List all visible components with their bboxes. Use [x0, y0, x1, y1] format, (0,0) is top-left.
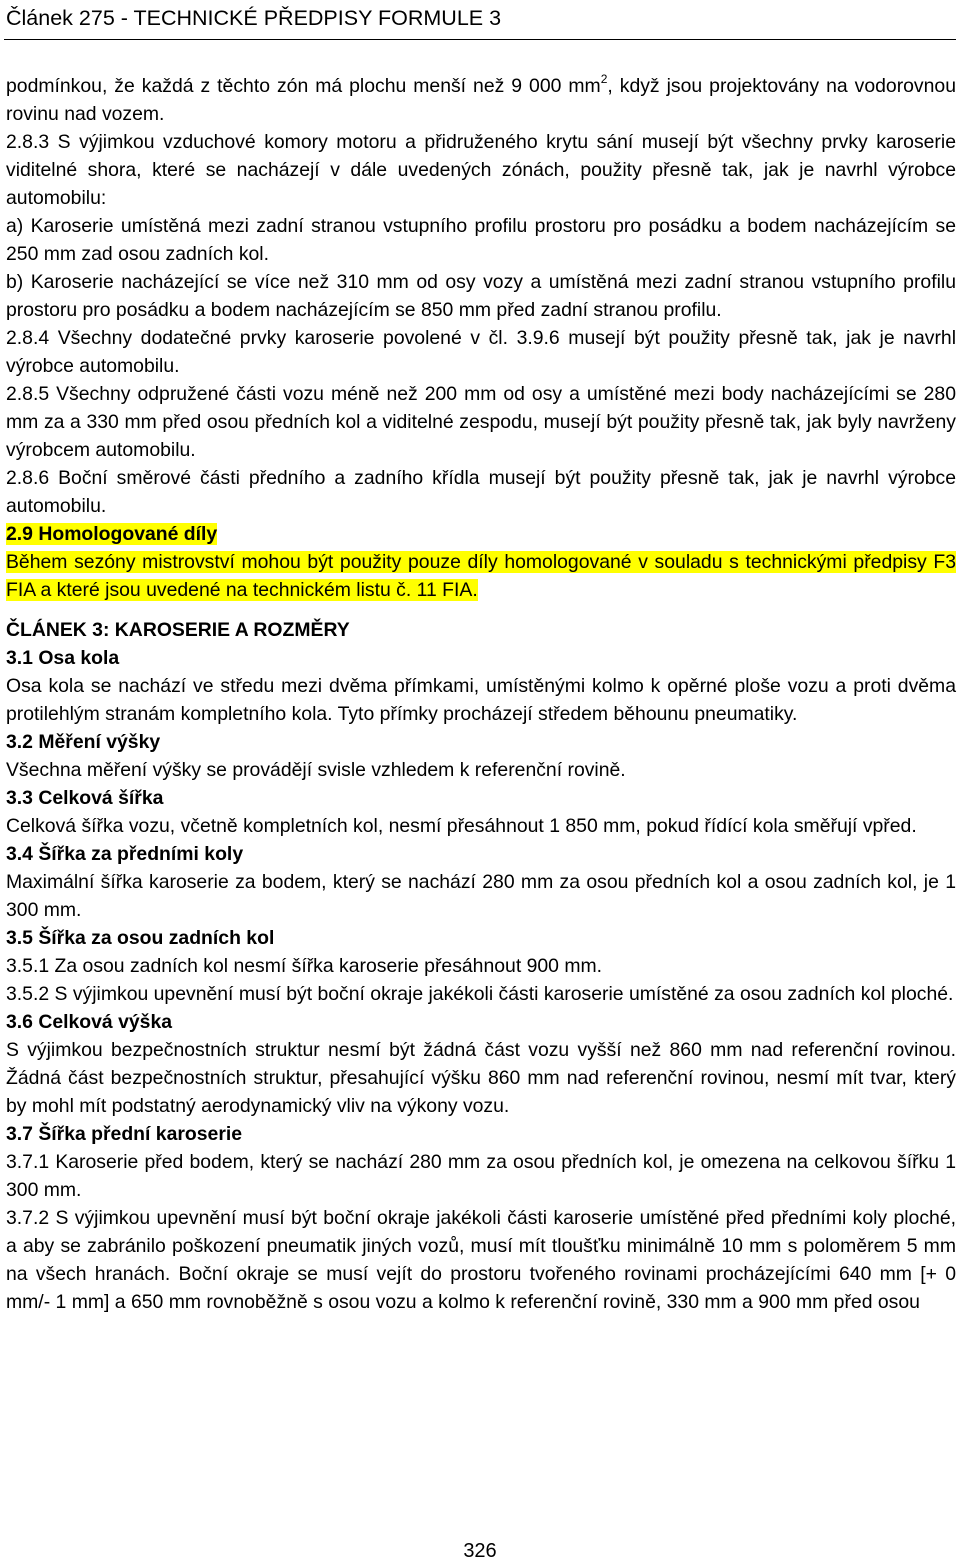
paragraph-text: podmínkou, že každá z těchto zón má plochu menší než 9 000 mm [6, 75, 601, 97]
document-body [6, 72, 956, 1316]
paragraph-2-8-6: 2.8.6 Boční směrové části předního a zadního křídla musejí být použity přesně tak, jak je navrhl výrobce automobilu. [6, 467, 956, 517]
paragraph-3-6: S výjimkou bezpečnostních struktur nesmí být žádná část vozu vyšší než 860 mm nad referenční rovinou. Žádná část bezpečnostních struktur, přesahující výšku 860 mm nad referenční rovinou, nesmí mít tvar, který by mohl mít podstatný aerodynamický vliv na výkony vozu. [6, 1039, 956, 1117]
paragraph-zone-condition [6, 72, 956, 128]
heading-3-1: 3.1 Osa kola [6, 647, 120, 669]
paragraph-3-1: Osa kola se nachází ve středu mezi dvěma přímkami, umístěnými kolmo k opěrné ploše vozu a proti dvěma protilehlým stranám kompletního kola. Tyto přímky procházejí středem běhounu pneumatiky. [6, 675, 956, 725]
paragraph-3-2: Všechna měření výšky se provádějí svisle vzhledem k referenční rovině. [6, 759, 626, 781]
article-3-heading: ČLÁNEK 3: KAROSERIE A ROZMĚRY [6, 619, 350, 641]
page-number: 326 [463, 1540, 497, 1562]
heading-2-9-wrapper [6, 520, 956, 548]
superscript-exponent: 2 [600, 72, 608, 86]
paragraph-item-b: b) Karoserie nacházející se více než 310 mm od osy vozy a umístěná mezi zadní stranou vstupního profilu prostoru pro posádku a bodem nacházejícím se 850 mm před zadní stranou profilu. [6, 271, 956, 321]
paragraph-2-9-highlighted: Během sezóny mistrovství mohou být použity pouze díly homologované v souladu s technickými předpisy F3 FIA a které jsou uvedené na technickém listu č. 11 FIA. [6, 551, 956, 601]
heading-3-7: 3.7 Šířka přední karoserie [6, 1123, 243, 1145]
paragraph-2-8-4: 2.8.4 Všechny dodatečné prvky karoserie povolené v čl. 3.9.6 musejí být použity přesně tak, jak je navrhl výrobce automobilu. [6, 327, 956, 377]
heading-3-2: 3.2 Měření výšky [6, 731, 161, 753]
heading-3-5: 3.5 Šířka za osou zadních kol [6, 927, 275, 949]
paragraph-3-5-1: 3.5.1 Za osou zadních kol nesmí šířka karoserie přesáhnout 900 mm. [6, 955, 603, 977]
heading-2-9: 2.9 Homologované díly [6, 523, 218, 545]
paragraph-3-5-2: 3.5.2 S výjimkou upevnění musí být boční okraje jakékoli části karoserie umístěné za osou zadních kol ploché. [6, 983, 954, 1005]
paragraph-3-7-2: 3.7.2 S výjimkou upevnění musí být boční okraje jakékoli části karoserie umístěné před předními koly ploché, a aby se zabránilo poškození pneumatik jiných vozů, musí mít tloušťku minimálně 10 mm s poloměrem 5 mm na všech hranách. Boční okraje se musí vejít do prostoru tvořeného rovinami procházejícími 640 mm [+ 0 mm/- 1 mm] a 650 mm rovnoběžně s osou vozu a kolmo k referenční rovině, 330 mm a 900 mm před osou [6, 1207, 956, 1313]
paragraph-item-a: a) Karoserie umístěná mezi zadní stranou vstupního profilu prostoru pro posádku a bodem nacházejícím se 250 mm zad osou zadních kol. [6, 215, 956, 265]
page-header-title: Článek 275 - TECHNICKÉ PŘEDPISY FORMULE 3 [6, 6, 502, 30]
heading-3-6: 3.6 Celková výška [6, 1011, 173, 1033]
paragraph-text: , když jsou projektovány na vodorovnou rovinu nad vozem. [6, 75, 956, 125]
paragraph-3-3: Celková šířka vozu, včetně kompletních kol, nesmí přesáhnout 1 850 mm, pokud řídící kola směřují vpřed. [6, 815, 917, 837]
heading-3-4: 3.4 Šířka za předními koly [6, 843, 244, 865]
header-rule [4, 39, 956, 40]
paragraph-2-9-wrapper [6, 548, 956, 604]
paragraph-3-4: Maximální šířka karoserie za bodem, který se nachází 280 mm za osou předních kol a osou zadních kol, je 1 300 mm. [6, 871, 956, 921]
paragraph-2-8-3: 2.8.3 S výjimkou vzduchové komory motoru a přidruženého krytu sání musejí být všechny prvky karoserie viditelné shora, které se nacházejí v dále uvedených zónách, použity přesně tak, jak je navrhl výrobce automobilu: [6, 131, 956, 209]
heading-3-3: 3.3 Celková šířka [6, 787, 164, 809]
paragraph-2-8-5: 2.8.5 Všechny odpružené části vozu méně než 200 mm od osy a umístěné mezi body nacházejícími se 280 mm za a 330 mm před osou předních kol a viditelné zespodu, musejí být použity přesně tak, jak byly navrženy výrobcem automobilu. [6, 383, 956, 461]
paragraph-3-7-1: 3.7.1 Karoserie před bodem, který se nachází 280 mm za osou předních kol, je omezena na celkovou šířku 1 300 mm. [6, 1151, 956, 1201]
